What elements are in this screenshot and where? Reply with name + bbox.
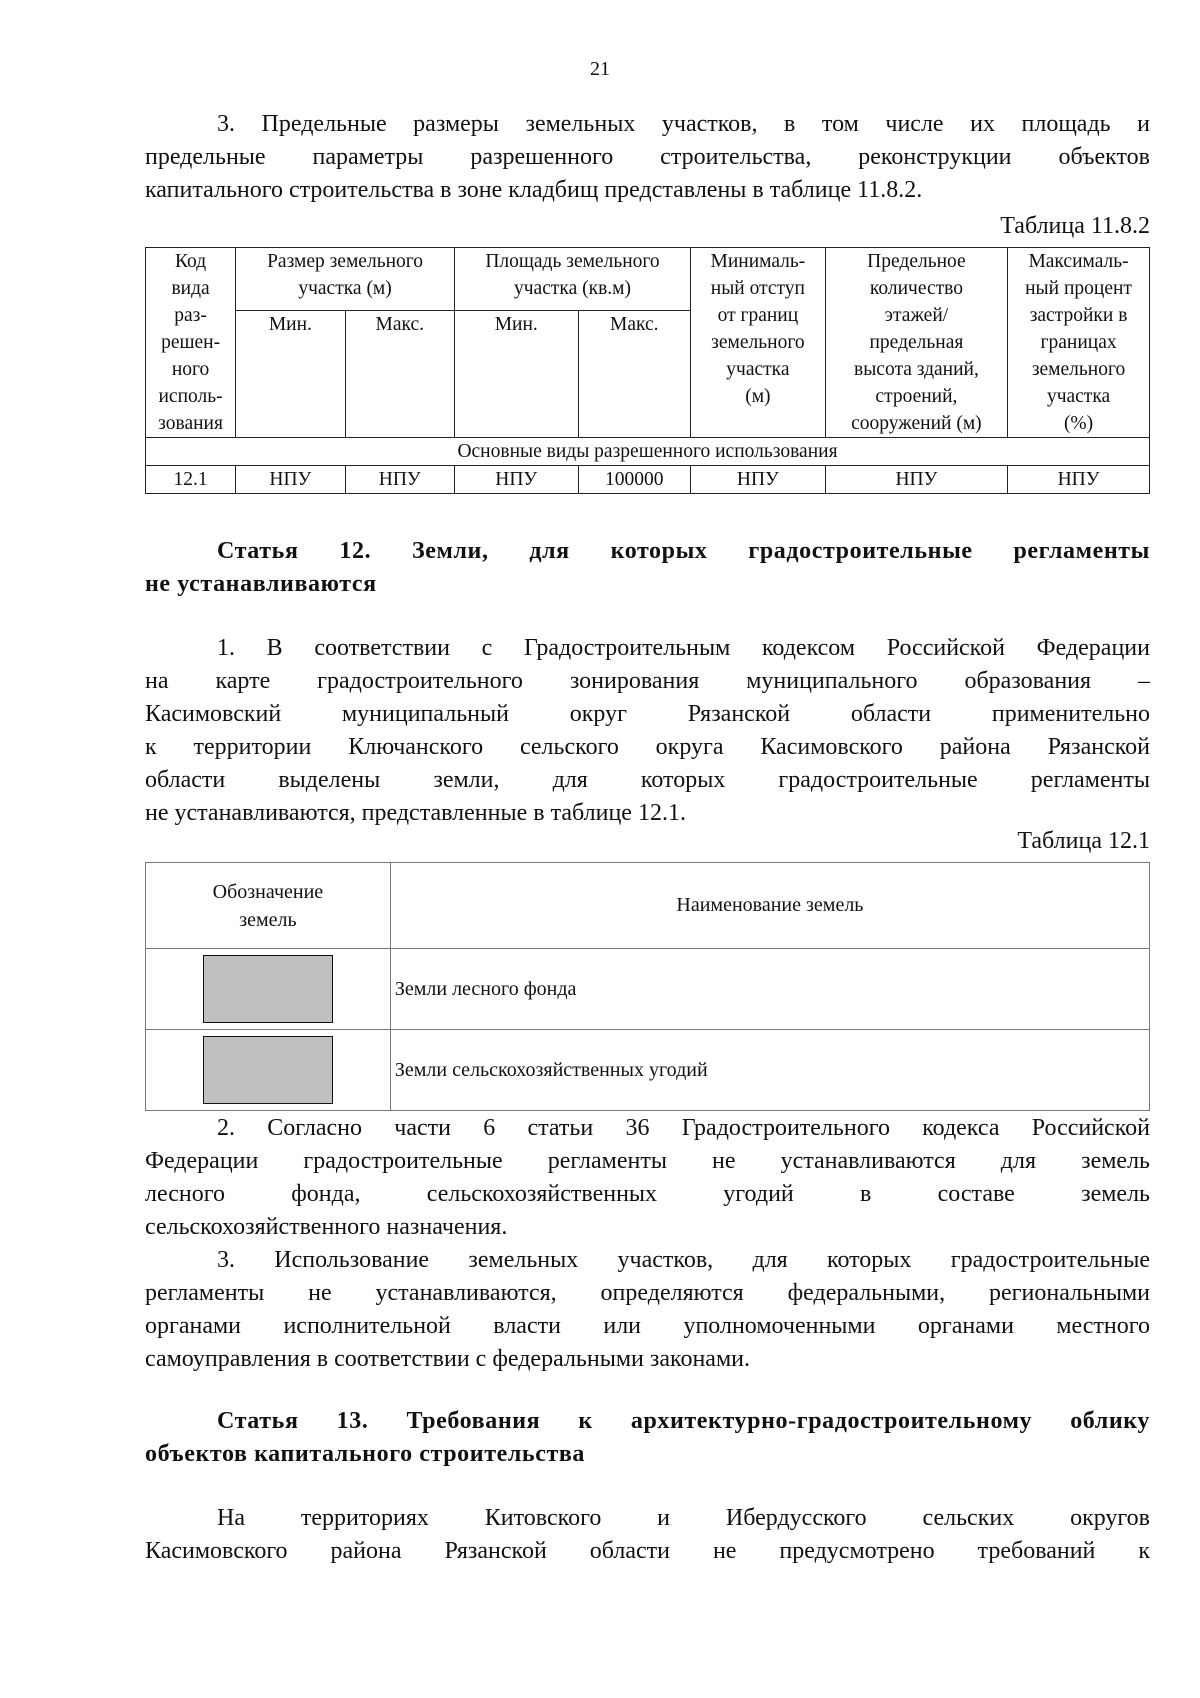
land-name: Земли сельскохозяйственных угодий <box>390 1030 1149 1111</box>
intro-paragraph <box>145 108 1150 207</box>
table-row <box>146 466 1150 494</box>
header-size-max: Макс. <box>345 310 454 437</box>
table-cell: НПУ <box>825 466 1007 494</box>
header-land-area: Площадь земельного участка (кв.м) <box>454 248 690 311</box>
text-line: к территории Ключанского сельского округа Касимовского района Рязанской <box>145 734 1150 760</box>
table-cell: НПУ <box>236 466 345 494</box>
article-13-paragraph-1 <box>145 1502 1150 1568</box>
section-label: Основные виды разрешенного использования <box>146 438 1150 466</box>
text-line: Касимовский муниципальный округ Рязанской области применительно <box>145 701 1150 727</box>
article-13-heading: Статья 13. Требования к архитектурно-градостроительному облику объектов капитального строительства <box>145 1408 1150 1467</box>
text-line: 3. Предельные размеры земельных участков, в том числе их площадь и <box>217 111 1150 137</box>
header-size-min: Мин. <box>236 310 345 437</box>
page-number: 21 <box>590 58 610 80</box>
land-swatch-cell <box>146 949 391 1030</box>
article-12-paragraph-1 <box>145 632 1150 830</box>
text-line: на карте градостроительного зонирования муниципального образования – <box>145 668 1150 694</box>
article-12-heading: Статья 12. Земли, для которых градостроительные регламенты не устанавливаются <box>145 538 1150 597</box>
article-12-paragraph-3 <box>145 1244 1150 1376</box>
header-max-floors: Предельное количество этажей/ предельная высота зданий, строений, сооружений (м) <box>825 248 1007 438</box>
table-cell: НПУ <box>345 466 454 494</box>
text-line: предельные параметры разрешенного строительства, реконструкции объектов <box>145 144 1150 170</box>
text-line: На территориях Китовского и Ибердусского сельских округов <box>217 1505 1150 1531</box>
land-swatch-cell <box>146 1030 391 1111</box>
header-land-name: Наименование земель <box>390 863 1149 949</box>
text-line: 1. В соответствии с Градостроительным кодексом Российской Федерации <box>217 635 1150 661</box>
text-line: 3. Использование земельных участков, для которых градостроительные <box>217 1247 1150 1273</box>
header-min-setback: Минималь- ный отступ от границ земельного участка (м) <box>691 248 826 438</box>
header-land-size: Размер земельного участка (м) <box>236 248 455 311</box>
text-line: сельскохозяйственного назначения. <box>145 1214 508 1240</box>
forest-land-swatch <box>203 955 333 1023</box>
text-line: 2. Согласно части 6 статьи 36 Градостроительного кодекса Российской <box>217 1115 1150 1141</box>
table-row <box>146 1030 1150 1111</box>
text-line: самоуправления в соответствии с федеральными законами. <box>145 1346 750 1372</box>
lands-table <box>145 862 1150 1111</box>
table-cell: 100000 <box>578 466 690 494</box>
table-cell: НПУ <box>691 466 826 494</box>
text-line: органами исполнительной власти или уполномоченными органами местного <box>145 1313 1150 1339</box>
header-max-coverage: Максималь- ный процент застройки в границах земельного участка (%) <box>1008 248 1150 438</box>
table-row <box>146 949 1150 1030</box>
parameters-table <box>145 247 1150 494</box>
table-cell: 12.1 <box>146 466 236 494</box>
article-12-paragraph-2 <box>145 1112 1150 1244</box>
land-name: Земли лесного фонда <box>390 949 1149 1030</box>
header-area-max: Макс. <box>578 310 690 437</box>
header-code: Код вида раз- решен- ного исполь- зования <box>146 248 236 438</box>
text-line: лесного фонда, сельскохозяйственных угодий в составе земель <box>145 1181 1150 1207</box>
table-caption-12-1: Таблица 12.1 <box>1017 828 1150 854</box>
table-cell: НПУ <box>454 466 578 494</box>
text-line: Федерации градостроительные регламенты не устанавливаются для земель <box>145 1148 1150 1174</box>
agricultural-land-swatch <box>203 1036 333 1104</box>
text-line: Касимовского района Рязанской области не предусмотрено требований к <box>145 1538 1150 1564</box>
table-caption-11-8-2: Таблица 11.8.2 <box>1000 213 1150 239</box>
text-line: регламенты не устанавливаются, определяются федеральными, региональными <box>145 1280 1150 1306</box>
text-line: капитального строительства в зоне кладбищ представлены в таблице 11.8.2. <box>145 177 923 203</box>
header-area-min: Мин. <box>454 310 578 437</box>
text-line: области выделены земли, для которых градостроительные регламенты <box>145 767 1150 793</box>
header-designation: Обозначение земель <box>146 863 391 949</box>
text-line: не устанавливаются, представленные в таблице 12.1. <box>145 800 686 826</box>
table-cell: НПУ <box>1008 466 1150 494</box>
